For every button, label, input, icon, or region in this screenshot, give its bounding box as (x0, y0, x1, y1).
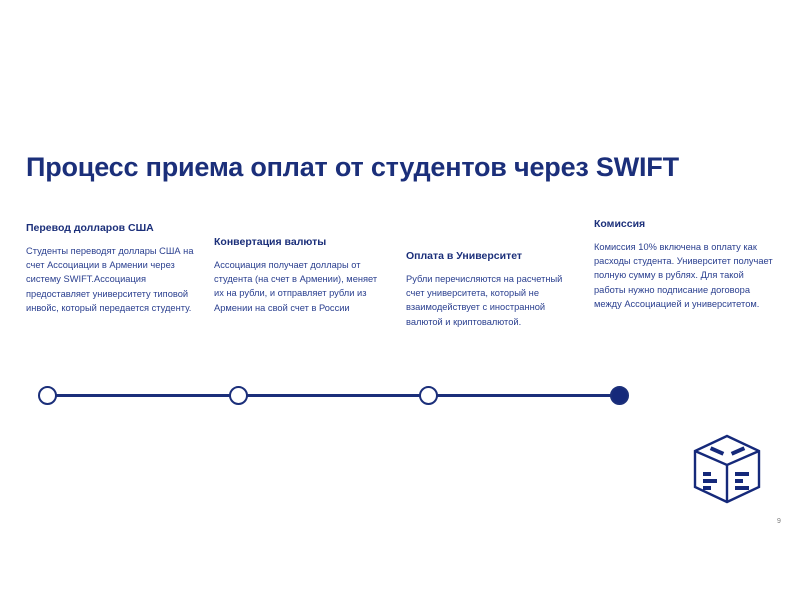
step-heading: Перевод долларов США (26, 222, 154, 234)
timeline-node-4 (610, 386, 629, 405)
steps-container (0, 218, 800, 352)
step-heading: Конвертация валюты (214, 236, 327, 248)
step-body: Рубли перечисляются на расчетный счет университета, который не взаимодействует с иностранной валютой и криптовалютой. (406, 274, 563, 327)
step-body: Ассоциация получает доллары от студента (на счет в Армении), меняет их на рубли, и отправляет рубли из Армении на свой счет в России (214, 260, 378, 313)
timeline (26, 386, 616, 408)
step-item (214, 236, 386, 315)
step-item (406, 250, 578, 329)
step-body: Студенты переводят доллары США на счет Ассоциации в Армении через систему SWIFT.Ассоциация предоставляет университету типовой инвойс, который передается студенту. (26, 246, 194, 313)
page-title: Процесс приема оплат от студентов через SWIFT (26, 152, 679, 182)
step-heading: Комиссия (594, 218, 646, 230)
step-item (26, 222, 198, 315)
timeline-node-1 (38, 386, 57, 405)
step-item (594, 218, 774, 311)
timeline-track (48, 394, 618, 397)
step-heading: Оплата в Университет (406, 250, 523, 262)
page-number: 9 (777, 518, 781, 525)
cube-logo-icon (690, 432, 764, 506)
step-body: Комиссия 10% включена в оплату как расходы студента. Университет получает полную сумму в рублях. Для такой работы нужно подписание договора между Ассоциацией и университетом. (594, 242, 773, 309)
timeline-node-2 (229, 386, 248, 405)
timeline-node-3 (419, 386, 438, 405)
